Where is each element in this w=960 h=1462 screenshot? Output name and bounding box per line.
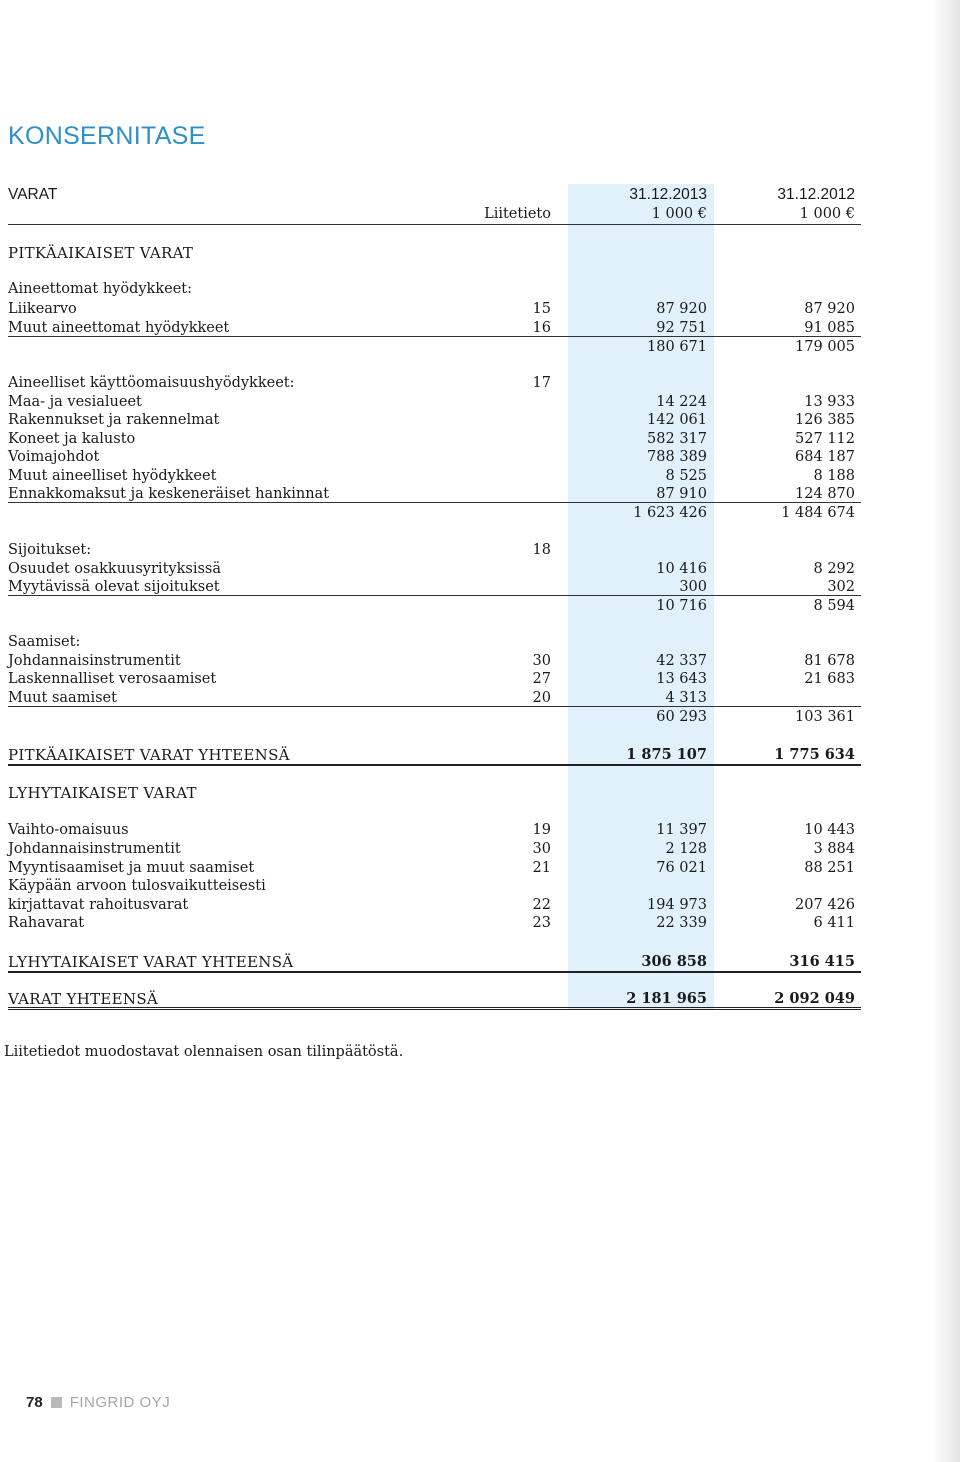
value-2012: 103 361 <box>795 709 855 725</box>
value-2012: 527 112 <box>795 431 855 447</box>
page-edge-shadow <box>932 0 960 1462</box>
value-2012: 302 <box>827 579 855 595</box>
value-2013: 22 339 <box>656 915 707 931</box>
note-reference: 18 <box>532 542 551 558</box>
value-2013: 180 671 <box>647 339 707 355</box>
page-number: 78 <box>26 1394 43 1411</box>
note-reference: 27 <box>532 671 551 687</box>
row-label: Käypään arvoon tulosvaikutteisesti <box>8 878 266 894</box>
note-reference: 22 <box>532 897 551 913</box>
value-2013: 582 317 <box>647 431 707 447</box>
value-2012: 2 092 049 <box>774 990 855 1007</box>
row-label: Laskennalliset verosaamiset <box>8 671 217 687</box>
value-2013: 4 313 <box>665 690 707 706</box>
subtotal-rule <box>8 502 861 503</box>
row-label: Osuudet osakkuusyrityksissä <box>8 561 221 577</box>
value-2013: 2 181 965 <box>626 990 707 1007</box>
row-label: Aineelliset käyttöomaisuushyödykkeet: <box>8 375 295 391</box>
value-2012: 207 426 <box>795 897 855 913</box>
value-2012: 1 484 674 <box>781 505 855 521</box>
footer-square-icon <box>51 1397 62 1408</box>
value-2012: 13 933 <box>804 394 855 410</box>
total-rule <box>8 971 861 973</box>
subtotal-rule <box>8 336 861 337</box>
row-label: Ennakkomaksut ja keskeneräiset hankinnat <box>8 486 330 502</box>
subtotal-rule <box>8 706 861 707</box>
value-2012: 10 443 <box>804 822 855 838</box>
row-label: Johdannaisinstrumentit <box>8 841 181 857</box>
row-label: Muut saamiset <box>8 690 117 706</box>
value-2013: 60 293 <box>656 709 707 725</box>
value-2013: 92 751 <box>656 320 707 336</box>
value-2013: 142 061 <box>647 412 707 428</box>
row-label: Voimajohdot <box>8 449 100 465</box>
row-label: Aineettomat hyödykkeet: <box>8 281 193 297</box>
column-2013-unit: 1 000 € <box>651 206 707 222</box>
row-label: LYHYTAIKAISET VARAT <box>8 784 197 802</box>
value-2012: 684 187 <box>795 449 855 465</box>
value-2012: 8 594 <box>813 598 855 614</box>
row-label: Vaihto-omaisuus <box>8 822 129 838</box>
value-2013: 788 389 <box>647 449 707 465</box>
grand-total-double-rule <box>8 1007 861 1010</box>
note-reference: 16 <box>532 320 551 336</box>
value-2012: 88 251 <box>804 860 855 876</box>
note-reference: 23 <box>532 915 551 931</box>
note-reference: 15 <box>532 301 551 317</box>
column-2012-unit: 1 000 € <box>799 206 855 222</box>
row-label: Rakennukset ja rakennelmat <box>8 412 220 428</box>
note-reference: 19 <box>532 822 551 838</box>
note-column-header: Liitetieto <box>484 206 551 222</box>
value-2012: 81 678 <box>804 653 855 669</box>
value-2012: 8 188 <box>813 468 855 484</box>
value-2012: 1 775 634 <box>774 746 855 763</box>
row-label: PITKÄAIKAISET VARAT <box>8 244 194 262</box>
header-rule <box>8 224 861 225</box>
row-label: LYHYTAIKAISET VARAT YHTEENSÄ <box>8 953 294 971</box>
column-2012-date: 31.12.2012 <box>777 186 855 203</box>
value-2013: 14 224 <box>656 394 707 410</box>
value-2012: 91 085 <box>804 320 855 336</box>
subtotal-rule <box>8 595 861 596</box>
value-2012: 124 870 <box>795 486 855 502</box>
row-label: kirjattavat rahoitusvarat <box>8 897 189 913</box>
row-label: Muut aineettomat hyödykkeet <box>8 320 230 336</box>
value-2012: 316 415 <box>789 953 855 970</box>
value-2013: 8 525 <box>665 468 707 484</box>
row-label: VARAT YHTEENSÄ <box>8 990 159 1008</box>
page-title: KONSERNITASE <box>8 122 206 150</box>
note-reference: 20 <box>532 690 551 706</box>
value-2012: 6 411 <box>813 915 855 931</box>
value-2012: 21 683 <box>804 671 855 687</box>
row-label: Sijoitukset: <box>8 542 92 558</box>
value-2012: 8 292 <box>813 561 855 577</box>
value-2013: 194 973 <box>647 897 707 913</box>
row-label: Maa- ja vesialueet <box>8 394 142 410</box>
note-reference: 30 <box>532 653 551 669</box>
value-2013: 300 <box>679 579 707 595</box>
value-2013: 76 021 <box>656 860 707 876</box>
company-name: FINGRID OYJ <box>69 1394 171 1411</box>
value-2012: 87 920 <box>804 301 855 317</box>
value-2013: 87 920 <box>656 301 707 317</box>
page-footer <box>26 1394 170 1411</box>
total-rule <box>8 764 861 766</box>
note-reference: 30 <box>532 841 551 857</box>
column-2013-date: 31.12.2013 <box>629 186 707 203</box>
value-2012: 3 884 <box>813 841 855 857</box>
value-2013: 13 643 <box>656 671 707 687</box>
row-label: Koneet ja kalusto <box>8 431 136 447</box>
row-label: Rahavarat <box>8 915 85 931</box>
row-label: Muut aineelliset hyödykkeet <box>8 468 217 484</box>
row-label: Liikearvo <box>8 301 77 317</box>
value-2013: 2 128 <box>665 841 707 857</box>
row-label: PITKÄAIKAISET VARAT YHTEENSÄ <box>8 746 290 764</box>
value-2013: 87 910 <box>656 486 707 502</box>
value-2013: 1 623 426 <box>633 505 707 521</box>
value-2013: 306 858 <box>641 953 707 970</box>
section-label: VARAT <box>8 186 58 203</box>
value-2013: 1 875 107 <box>626 746 707 763</box>
value-2012: 179 005 <box>795 339 855 355</box>
value-2013: 11 397 <box>656 822 707 838</box>
note-reference: 21 <box>532 860 551 876</box>
value-2013: 10 716 <box>656 598 707 614</box>
footnote: Liitetiedot muodostavat olennaisen osan tilinpäätöstä. <box>4 1044 404 1060</box>
value-2013: 42 337 <box>656 653 707 669</box>
value-2013: 10 416 <box>656 561 707 577</box>
row-label: Johdannaisinstrumentit <box>8 653 181 669</box>
row-label: Saamiset: <box>8 634 81 650</box>
note-reference: 17 <box>532 375 551 391</box>
row-label: Myytävissä olevat sijoitukset <box>8 579 220 595</box>
row-label: Myyntisaamiset ja muut saamiset <box>8 860 255 876</box>
value-2012: 126 385 <box>795 412 855 428</box>
